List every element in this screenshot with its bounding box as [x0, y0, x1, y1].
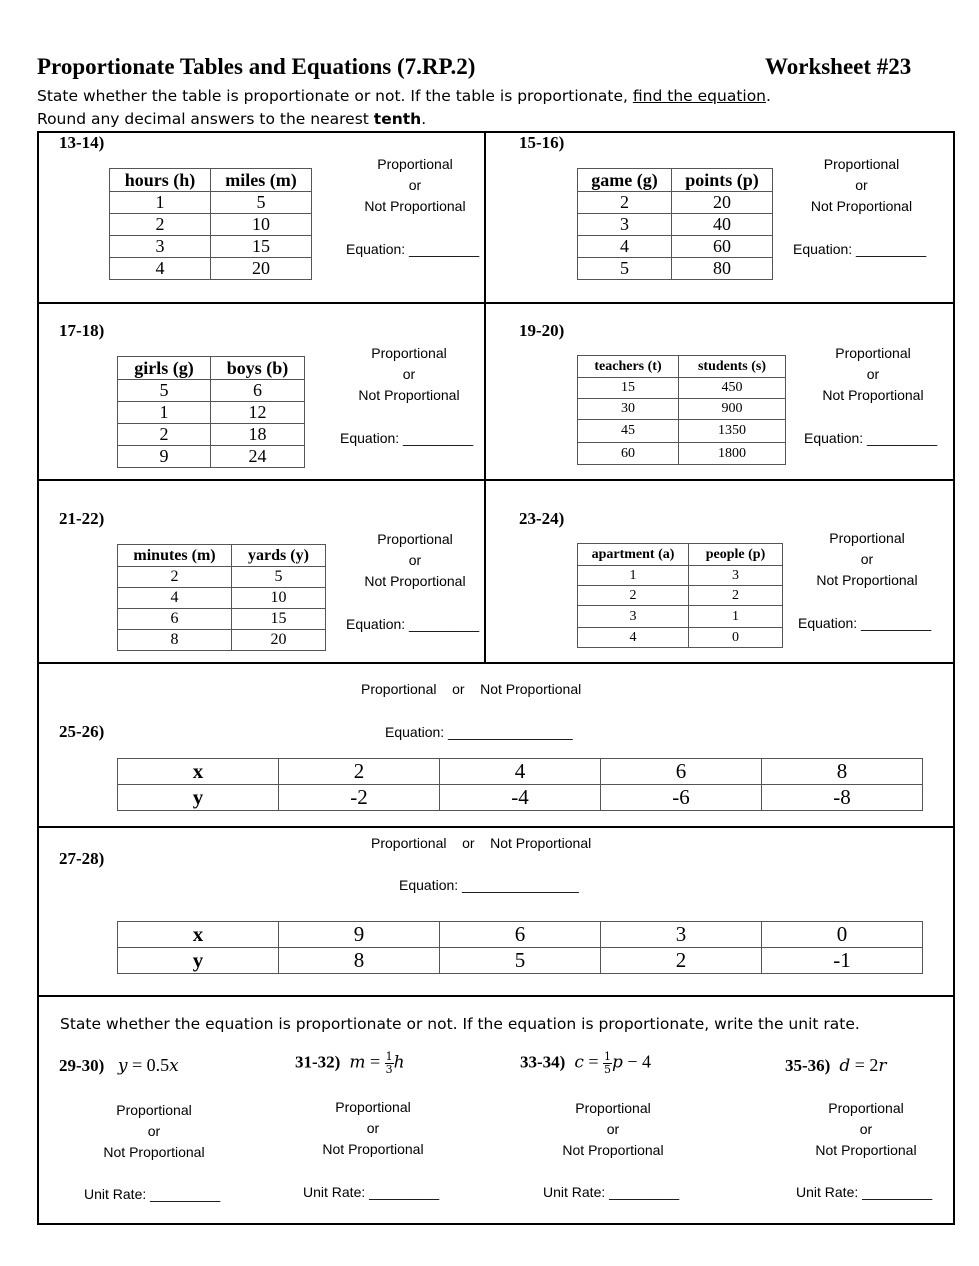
- table-cell: 3: [601, 922, 762, 948]
- ratio-table: [577, 543, 783, 648]
- table-cell: 9: [118, 446, 211, 468]
- table-cell: 2: [578, 586, 689, 606]
- table-header: girls (g): [118, 357, 211, 380]
- table-cell: 9: [279, 922, 440, 948]
- equation-blank[interactable]: Equation: _________: [346, 616, 480, 632]
- table-cell: 3: [578, 214, 672, 236]
- proportional-choice[interactable]: Proportional or Not Proportional: [358, 345, 460, 403]
- table-cell: 2: [578, 192, 672, 214]
- xy-table: [117, 758, 923, 811]
- table-cell: -2: [279, 785, 440, 811]
- table-header: apartment (a): [578, 544, 689, 566]
- table-cell: 10: [211, 214, 312, 236]
- worksheet-number: Worksheet #23: [765, 54, 912, 79]
- ratio-table: [109, 168, 312, 280]
- table-cell: 900: [679, 399, 786, 420]
- table-cell: 5: [578, 258, 672, 280]
- problem-label: 21-22): [59, 509, 105, 528]
- table-header: points (p): [672, 169, 773, 192]
- equation-blank[interactable]: Equation: _________: [346, 241, 480, 257]
- table-cell: 2: [601, 948, 762, 974]
- table-cell: x: [118, 759, 279, 785]
- table-cell: 4: [118, 588, 232, 609]
- table-cell: 2: [118, 567, 232, 588]
- unit-rate-blank[interactable]: Unit Rate: _________: [796, 1184, 933, 1200]
- table-cell: 6: [118, 609, 232, 630]
- table-cell: 0: [689, 628, 783, 648]
- proportional-choice-inline[interactable]: Proportional or Not Proportional: [371, 835, 592, 851]
- table-cell: 450: [679, 378, 786, 399]
- equation-problem: 31-32) m = $\frac{1}{3}$ h: [295, 1050, 405, 1076]
- table-cell: 20: [211, 258, 312, 280]
- table-cell: 8: [279, 948, 440, 974]
- row-divider-2: [37, 479, 955, 481]
- table-cell: -6: [601, 785, 762, 811]
- proportional-choice[interactable]: Proportional or Not Proportional: [364, 156, 466, 214]
- table-header: teachers (t): [578, 356, 679, 378]
- proportional-choice[interactable]: Proportional or Not Proportional: [822, 345, 924, 403]
- table-header: boys (b): [211, 357, 305, 380]
- problem-label: 19-20): [519, 321, 565, 340]
- problem-label: 17-18): [59, 321, 105, 340]
- table-cell: 1350: [679, 420, 786, 443]
- proportional-choice[interactable]: Proportional or Not Proportional: [322, 1099, 424, 1157]
- table-cell: 4: [440, 759, 601, 785]
- equation-blank[interactable]: Equation: _________: [798, 615, 932, 631]
- table-cell: 6: [440, 922, 601, 948]
- unit-rate-blank[interactable]: Unit Rate: _________: [543, 1184, 680, 1200]
- table-cell: 15: [578, 378, 679, 399]
- problem-label: 25-26): [59, 722, 105, 741]
- proportional-choice-inline[interactable]: Proportional or Not Proportional: [361, 681, 582, 697]
- table-cell: 2: [110, 214, 211, 236]
- proportional-choice[interactable]: Proportional or Not Proportional: [810, 156, 913, 214]
- table-cell: 15: [211, 236, 312, 258]
- table-cell: 60: [578, 443, 679, 465]
- table-cell: 2: [118, 424, 211, 446]
- instruction-line-2: Round any decimal answers to the nearest tenth.: [37, 110, 427, 128]
- equation-blank[interactable]: Equation: ________________: [385, 724, 573, 740]
- equation-problem: 33-34) c = $\frac{1}{5}$ p − 4: [520, 1050, 652, 1076]
- table-cell: 10: [232, 588, 326, 609]
- problem-label: 27-28): [59, 849, 105, 868]
- equation-blank[interactable]: Equation: _________: [793, 241, 927, 257]
- problem-label: 13-14): [59, 133, 105, 152]
- problem-label: 23-24): [519, 509, 565, 528]
- equation-blank[interactable]: Equation: _________: [804, 430, 938, 446]
- table-cell: 6: [211, 380, 305, 402]
- table-cell: 1: [110, 192, 211, 214]
- equation-problem: 35-36) d = 2r: [785, 1055, 887, 1076]
- table-header: hours (h): [110, 169, 211, 192]
- row-divider-3: [37, 662, 955, 664]
- table-cell: 60: [672, 236, 773, 258]
- proportional-choice[interactable]: Proportional or Not Proportional: [815, 1100, 917, 1158]
- table-cell: 4: [110, 258, 211, 280]
- table-cell: x: [118, 922, 279, 948]
- table-cell: 18: [211, 424, 305, 446]
- xy-table: [117, 921, 923, 974]
- table-header: game (g): [578, 169, 672, 192]
- table-cell: y: [118, 785, 279, 811]
- table-cell: 5: [440, 948, 601, 974]
- ratio-table: [117, 356, 305, 468]
- equations-instruction: State whether the equation is proportionate or not. If the equation is proportionate, write the unit rate.: [60, 1015, 860, 1033]
- table-cell: -8: [762, 785, 923, 811]
- table-cell: 4: [578, 628, 689, 648]
- table-header: yards (y): [232, 545, 326, 567]
- table-cell: 8: [762, 759, 923, 785]
- column-divider: [484, 131, 486, 664]
- ratio-table: [117, 544, 326, 651]
- table-cell: 5: [118, 380, 211, 402]
- table-cell: 30: [578, 399, 679, 420]
- table-cell: 5: [232, 567, 326, 588]
- table-header: people (p): [689, 544, 783, 566]
- table-cell: 12: [211, 402, 305, 424]
- ratio-table: [577, 168, 773, 280]
- table-cell: 80: [672, 258, 773, 280]
- table-cell: y: [118, 948, 279, 974]
- equation-blank[interactable]: Equation: _________: [340, 430, 474, 446]
- table-header: students (s): [679, 356, 786, 378]
- equation-blank[interactable]: Equation: _______________: [399, 877, 579, 893]
- table-cell: 2: [279, 759, 440, 785]
- unit-rate-blank[interactable]: Unit Rate: _________: [84, 1186, 221, 1202]
- unit-rate-blank[interactable]: Unit Rate: _________: [303, 1184, 440, 1200]
- page-title: Proportionate Tables and Equations (7.RP.2): [37, 54, 476, 79]
- table-cell: 20: [672, 192, 773, 214]
- table-cell: 1: [578, 566, 689, 586]
- proportional-choice[interactable]: Proportional or Not Proportional: [562, 1100, 664, 1158]
- table-cell: 0: [762, 922, 923, 948]
- proportional-choice[interactable]: Proportional or Not Proportional: [364, 531, 466, 589]
- table-cell: -1: [762, 948, 923, 974]
- table-cell: 5: [211, 192, 312, 214]
- table-cell: 3: [110, 236, 211, 258]
- table-cell: 1: [689, 606, 783, 628]
- table-cell: 3: [689, 566, 783, 586]
- ratio-table: [577, 355, 786, 465]
- table-header: minutes (m): [118, 545, 232, 567]
- table-cell: 20: [232, 630, 326, 651]
- table-cell: 1800: [679, 443, 786, 465]
- table-cell: 40: [672, 214, 773, 236]
- table-cell: 45: [578, 420, 679, 443]
- table-header: miles (m): [211, 169, 312, 192]
- table-cell: 1: [118, 402, 211, 424]
- table-cell: 3: [578, 606, 689, 628]
- table-cell: 15: [232, 609, 326, 630]
- row-divider-1: [37, 302, 955, 304]
- table-cell: 6: [601, 759, 762, 785]
- proportional-choice[interactable]: Proportional or Not Proportional: [816, 530, 918, 588]
- table-cell: 4: [578, 236, 672, 258]
- equation-problem: 29-30) y = 0.5x: [59, 1055, 179, 1076]
- proportional-choice[interactable]: Proportional or Not Proportional: [103, 1102, 205, 1160]
- table-cell: -4: [440, 785, 601, 811]
- problem-label: 15-16): [519, 133, 565, 152]
- table-cell: 2: [689, 586, 783, 606]
- table-cell: 8: [118, 630, 232, 651]
- table-cell: 24: [211, 446, 305, 468]
- row-divider-5: [37, 995, 955, 997]
- row-divider-4: [37, 826, 955, 828]
- instruction-line-1: State whether the table is proportionate or not. If the table is proportionate, find the equation.: [37, 87, 771, 105]
